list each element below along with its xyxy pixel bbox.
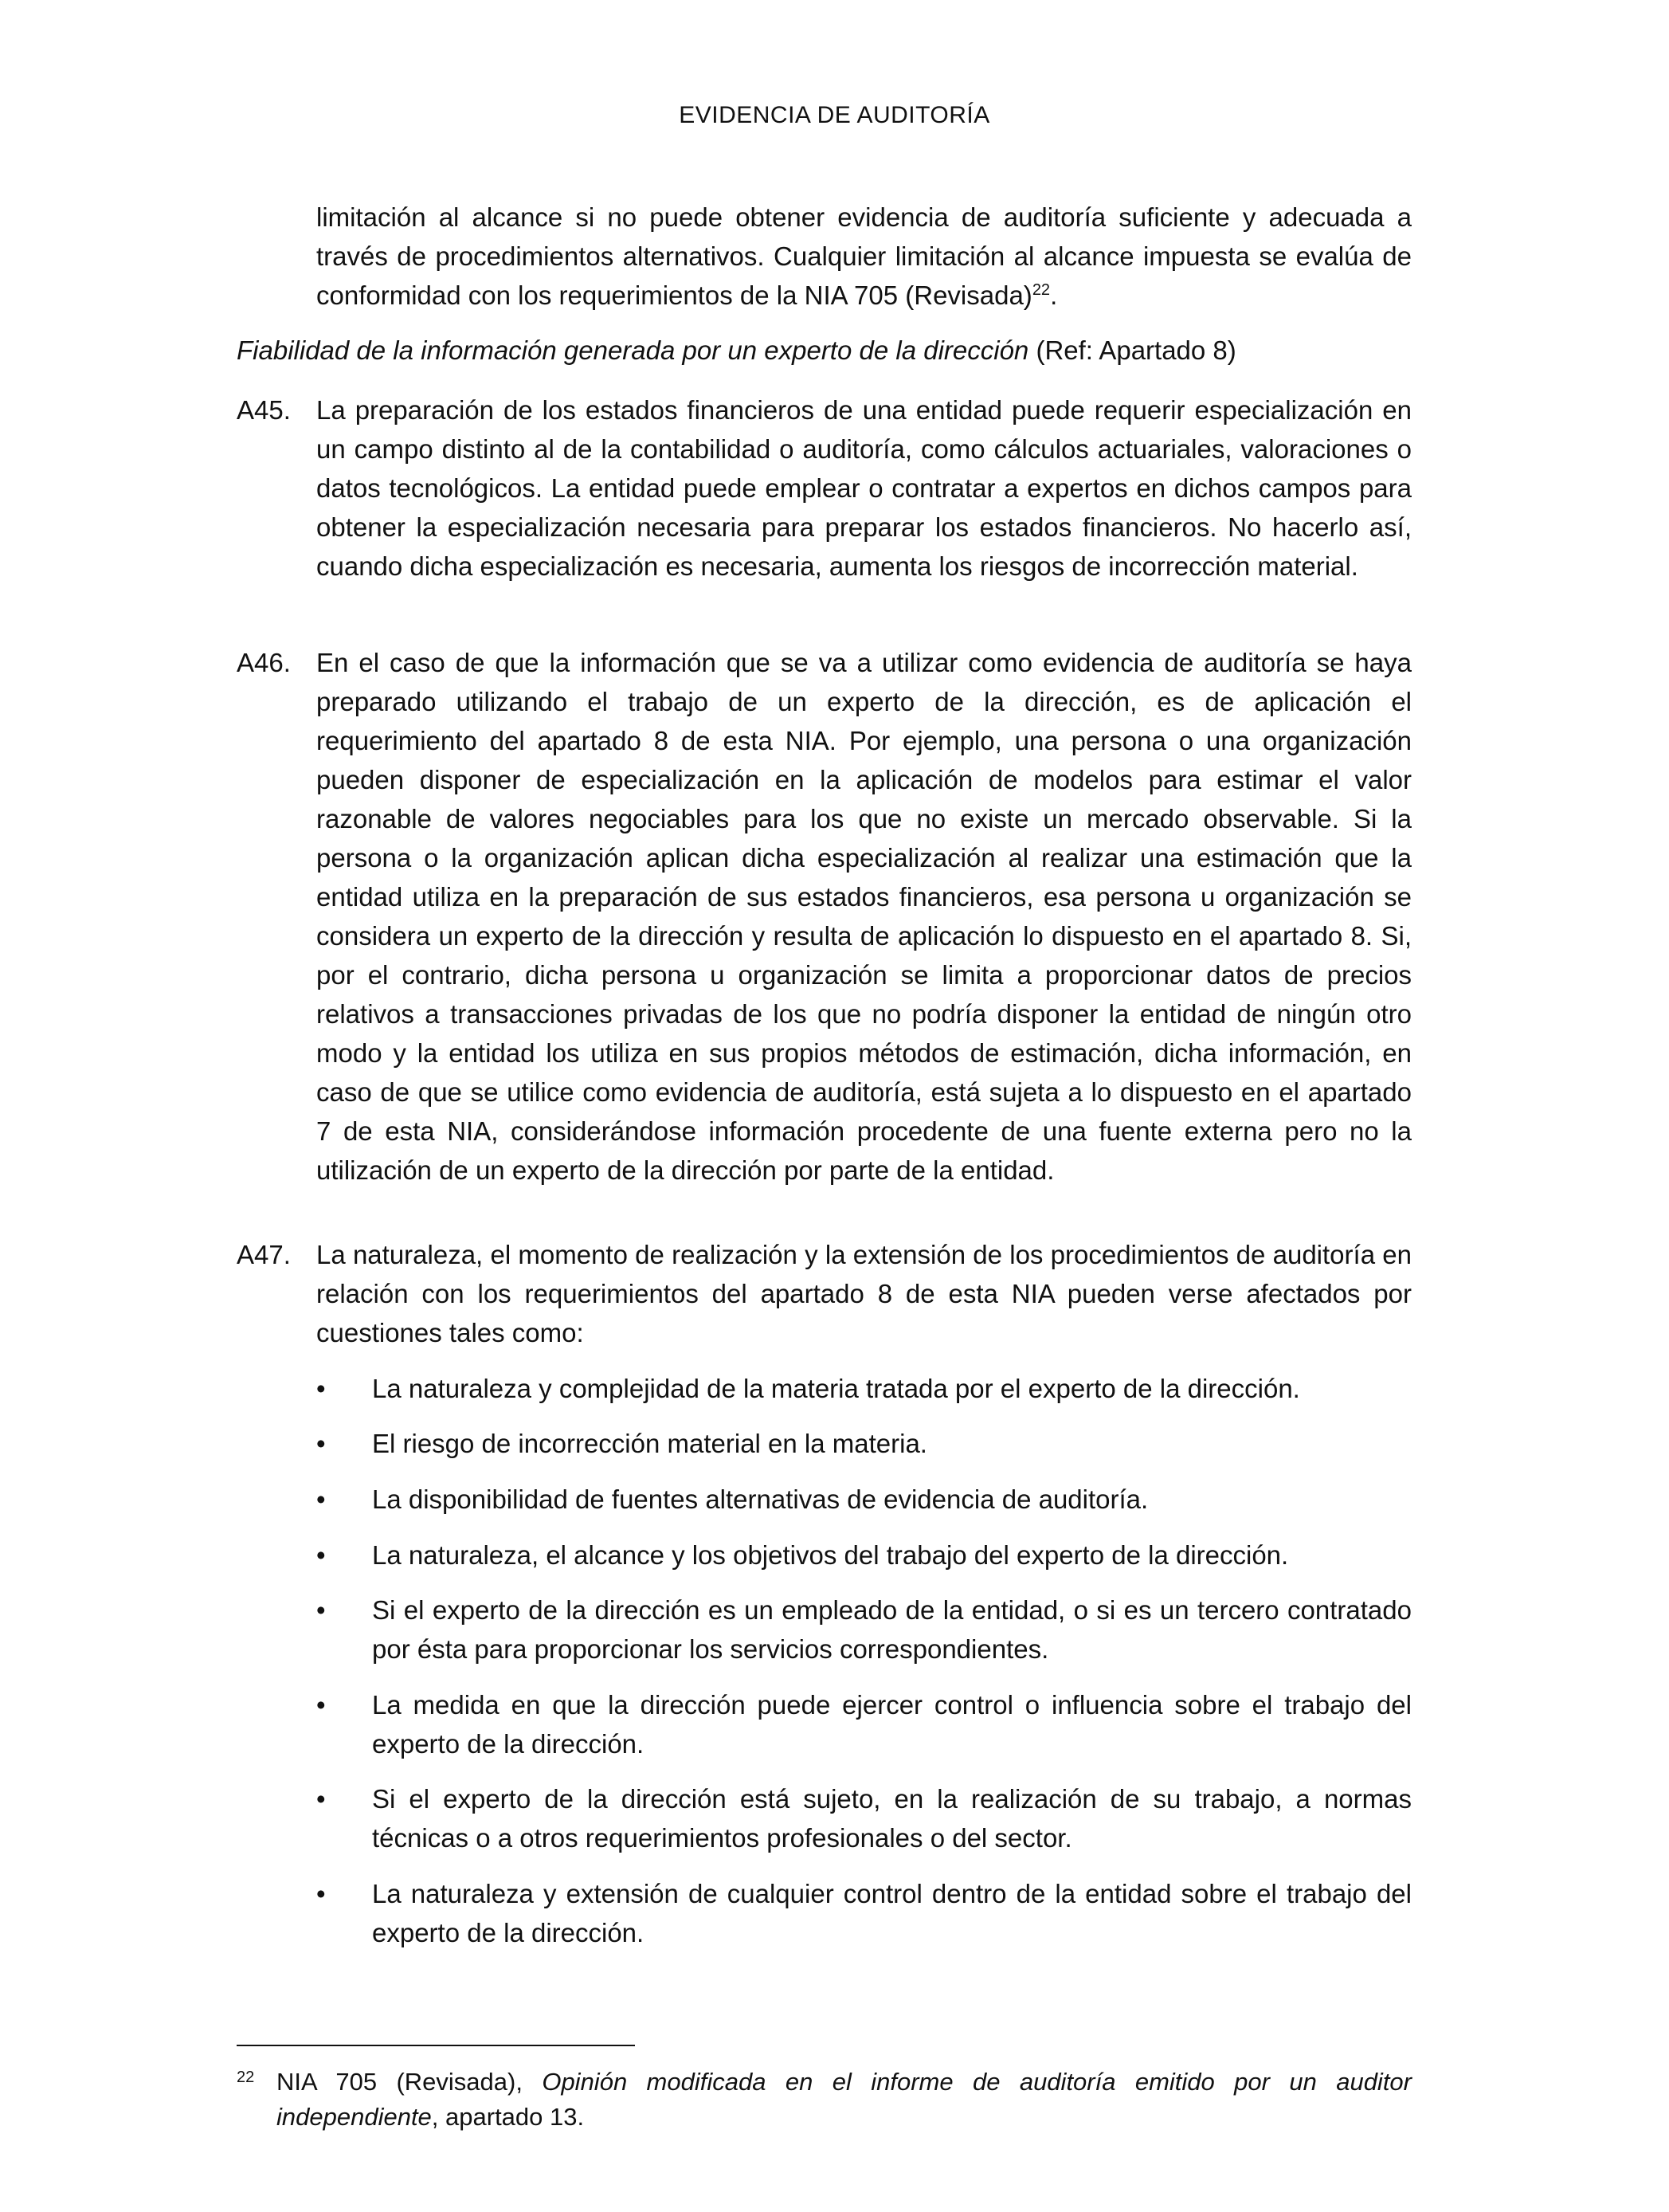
bullet-symbol: • [316,1374,326,1403]
bullet-item [316,1480,1412,1519]
bullet-symbol: • [316,1595,326,1625]
bullet-text: Si el experto de la dirección está sujeto, en la realización de su trabajo, a normas técnicas o a otros requerimientos profesionales o del sector. [372,1784,1412,1853]
bullet-text: La disponibilidad de fuentes alternativas de evidencia de auditoría. [372,1484,1149,1514]
bullet-text: Si el experto de la dirección es un empleado de la entidad, o si es un tercero contratado por ésta para proporcionar los servicios correspondientes. [372,1595,1412,1664]
bullet-text: La naturaleza y complejidad de la materia tratada por el experto de la dirección. [372,1374,1300,1403]
footnote-suffix: , apartado 13. [431,2103,585,2131]
running-header: EVIDENCIA DE AUDITORÍA [679,102,990,128]
continuation-text: limitación al alcance si no puede obtener evidencia de auditoría suficiente y adecuada a través de procedimientos alternativos. Cualquier limitación al alcance impuesta se evalúa de conformidad con los requerimientos de la NIA 705 (Revisada) [316,202,1412,310]
section-heading-ref: (Ref: Apartado 8) [1028,335,1236,365]
bullet-item [316,1369,1412,1408]
footnote-title: Opinión modificada en el informe de auditoría emitido por un auditor independiente [276,2068,1412,2131]
footnote-prefix: NIA 705 (Revisada), [276,2068,543,2096]
bullet-text: El riesgo de incorrección material en la materia. [372,1429,927,1458]
paragraph-a45: La preparación de los estados financieros de una entidad puede requerir especialización en un campo distinto al de la contabilidad o auditoría, como cálculos actuariales, valoraciones o datos tecnológicos. La entidad puede emplear o contratar a expertos en dichos campos para obtener la especialización necesaria para preparar los estados financieros. No hacerlo así, cuando dicha especialización es necesaria, aumenta los riesgos de incorrección material. [316,395,1412,581]
paragraph-number-a46: A46. [237,648,291,677]
continuation-end: . [1050,280,1058,310]
footnote [237,2065,1412,2135]
bullet-symbol: • [316,1879,326,1908]
bullet-item [316,1424,1412,1463]
paragraph-a46: En el caso de que la información que se va a utilizar como evidencia de auditoría se haya preparado utilizando el trabajo de un experto de la dirección, es de aplicación el requerimiento del apartado 8 de esta NIA. Por ejemplo, una persona o una organización pueden disponer de especialización en la aplicación de modelos para estimar el valor razonable de valores negociables para los que no existe un mercado observable. Si la persona o la organización aplican dicha especialización al realizar una estimación que la entidad utiliza en la preparación de sus estados financieros, esa persona u organización se considera un experto de la dirección y resulta de aplicación lo dispuesto en el apartado 8. Si, por el contrario, dicha persona u organización se limita a proporcionar datos de precios relativos a transacciones privadas de los que no podría disponer la entidad de ningún otro modo y la entidad los utiliza en sus propios métodos de estimación, dicha información, en caso de que se utilice como evidencia de auditoría, está sujeta a lo dispuesto en el apartado 7 de esta NIA, considerándose información procedente de una fuente externa pero no la utilización de un experto de la dirección por parte de la entidad. [316,648,1412,1185]
footnote-reference: 22 [1032,281,1051,299]
continuation-paragraph [316,198,1412,315]
bullet-symbol: • [316,1429,326,1458]
footnote-text [276,2065,1412,2135]
bullet-item [316,1590,1412,1669]
bullet-item [316,1535,1412,1575]
bullet-text: La naturaleza y extensión de cualquier control dentro de la entidad sobre el trabajo del experto de la dirección. [372,1879,1412,1947]
paragraph-a47: La naturaleza, el momento de realización y la extensión de los procedimientos de auditoría en relación con los requerimientos del apartado 8 de esta NIA pueden verse afectados por cuestiones tales como: [316,1240,1412,1347]
bullet-text: La medida en que la dirección puede ejercer control o influencia sobre el trabajo del experto de la dirección. [372,1690,1412,1759]
bullet-item [316,1685,1412,1763]
bullet-item [316,1779,1412,1857]
section-heading-title: Fiabilidad de la información generada por un experto de la dirección [237,335,1029,365]
bullet-item [316,1874,1412,1952]
bullet-text: La naturaleza, el alcance y los objetivos del trabajo del experto de la dirección. [372,1540,1289,1570]
bullet-symbol: • [316,1484,326,1514]
footnote-mark: 22 [237,2069,255,2086]
footnote-separator [237,2045,635,2046]
bullet-symbol: • [316,1690,326,1720]
section-heading [237,331,1236,370]
paragraph-number-a47: A47. [237,1240,291,1269]
paragraph-number-a45: A45. [237,395,291,425]
bullet-symbol: • [316,1540,326,1570]
bullet-symbol: • [316,1784,326,1814]
